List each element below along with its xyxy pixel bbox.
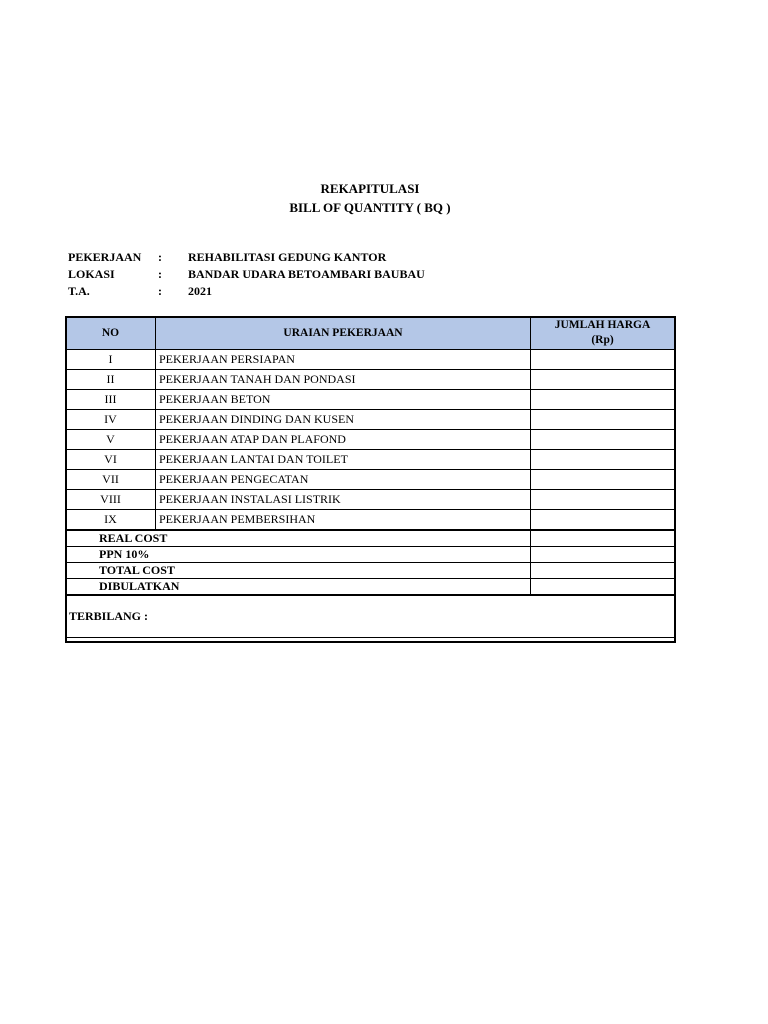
- summary-amount[interactable]: [531, 563, 675, 579]
- meta-colon: :: [158, 250, 162, 264]
- row-no: I: [66, 350, 156, 370]
- header-amount: [531, 317, 675, 350]
- row-desc: PEKERJAAN TANAH DAN PONDASI: [156, 370, 531, 390]
- row-desc: PEKERJAAN PEMBERSIHAN: [156, 510, 531, 531]
- row-no: II: [66, 370, 156, 390]
- terbilang-row: [66, 595, 675, 638]
- row-desc: PEKERJAAN DINDING DAN KUSEN: [156, 410, 531, 430]
- row-amount[interactable]: [531, 470, 675, 490]
- row-desc: PEKERJAAN ATAP DAN PLAFOND: [156, 430, 531, 450]
- row-desc: PEKERJAAN INSTALASI LISTRIK: [156, 490, 531, 510]
- row-no: VI: [66, 450, 156, 470]
- summary-label: REAL COST: [66, 530, 531, 547]
- meta-value-ta: 2021: [188, 284, 212, 298]
- row-amount[interactable]: [531, 370, 675, 390]
- row-amount[interactable]: [531, 430, 675, 450]
- summary-label: PPN 10%: [66, 547, 531, 563]
- meta-value-pekerjaan: REHABILITASI GEDUNG KANTOR: [188, 250, 387, 264]
- summary-amount[interactable]: [531, 547, 675, 563]
- summary-row-dibulatkan: [66, 579, 675, 596]
- summary-label: TOTAL COST: [66, 563, 531, 579]
- row-desc: PEKERJAAN PENGECATAN: [156, 470, 531, 490]
- table-row: [66, 450, 675, 470]
- summary-row-total-cost: [66, 563, 675, 579]
- meta-label-ta: T.A.: [68, 284, 90, 298]
- row-no: IV: [66, 410, 156, 430]
- row-no: VII: [66, 470, 156, 490]
- header-amount-line1: JUMLAH HARGA: [554, 319, 651, 331]
- row-desc: PEKERJAAN BETON: [156, 390, 531, 410]
- bq-table: [65, 316, 675, 638]
- row-amount[interactable]: [531, 410, 675, 430]
- document-subtitle: BILL OF QUANTITY ( BQ ): [289, 200, 451, 215]
- summary-row-ppn: [66, 547, 675, 563]
- table-row: [66, 510, 675, 531]
- meta-value-lokasi: BANDAR UDARA BETOAMBARI BAUBAU: [188, 267, 425, 281]
- row-amount[interactable]: [531, 510, 675, 531]
- table-row: [66, 390, 675, 410]
- meta-label-pekerjaan: PEKERJAAN: [68, 250, 142, 264]
- table-row: [66, 490, 675, 510]
- document-title: REKAPITULASI: [320, 181, 420, 196]
- header-no: NO: [66, 317, 156, 350]
- meta-label-lokasi: LOKASI: [68, 267, 115, 281]
- row-no: V: [66, 430, 156, 450]
- table-row: [66, 410, 675, 430]
- row-no: III: [66, 390, 156, 410]
- summary-label: DIBULATKAN: [66, 579, 531, 596]
- table-row: [66, 370, 675, 390]
- header-amount-line2: (Rp): [591, 334, 614, 346]
- row-amount[interactable]: [531, 390, 675, 410]
- row-desc: PEKERJAAN LANTAI DAN TOILET: [156, 450, 531, 470]
- summary-amount[interactable]: [531, 579, 675, 596]
- table-row: [66, 430, 675, 450]
- table-header-row: [66, 317, 675, 350]
- summary-amount[interactable]: [531, 530, 675, 547]
- terbilang-label: TERBILANG :: [66, 595, 675, 638]
- row-amount[interactable]: [531, 490, 675, 510]
- summary-row-real-cost: [66, 530, 675, 547]
- row-amount[interactable]: [531, 350, 675, 370]
- row-no: VIII: [66, 490, 156, 510]
- header-desc: URAIAN PEKERJAAN: [156, 317, 531, 350]
- meta-colon: :: [158, 267, 162, 281]
- table-row: [66, 470, 675, 490]
- row-desc: PEKERJAAN PERSIAPAN: [156, 350, 531, 370]
- row-amount[interactable]: [531, 450, 675, 470]
- row-no: IX: [66, 510, 156, 531]
- meta-colon: :: [158, 284, 162, 298]
- table-row: [66, 350, 675, 370]
